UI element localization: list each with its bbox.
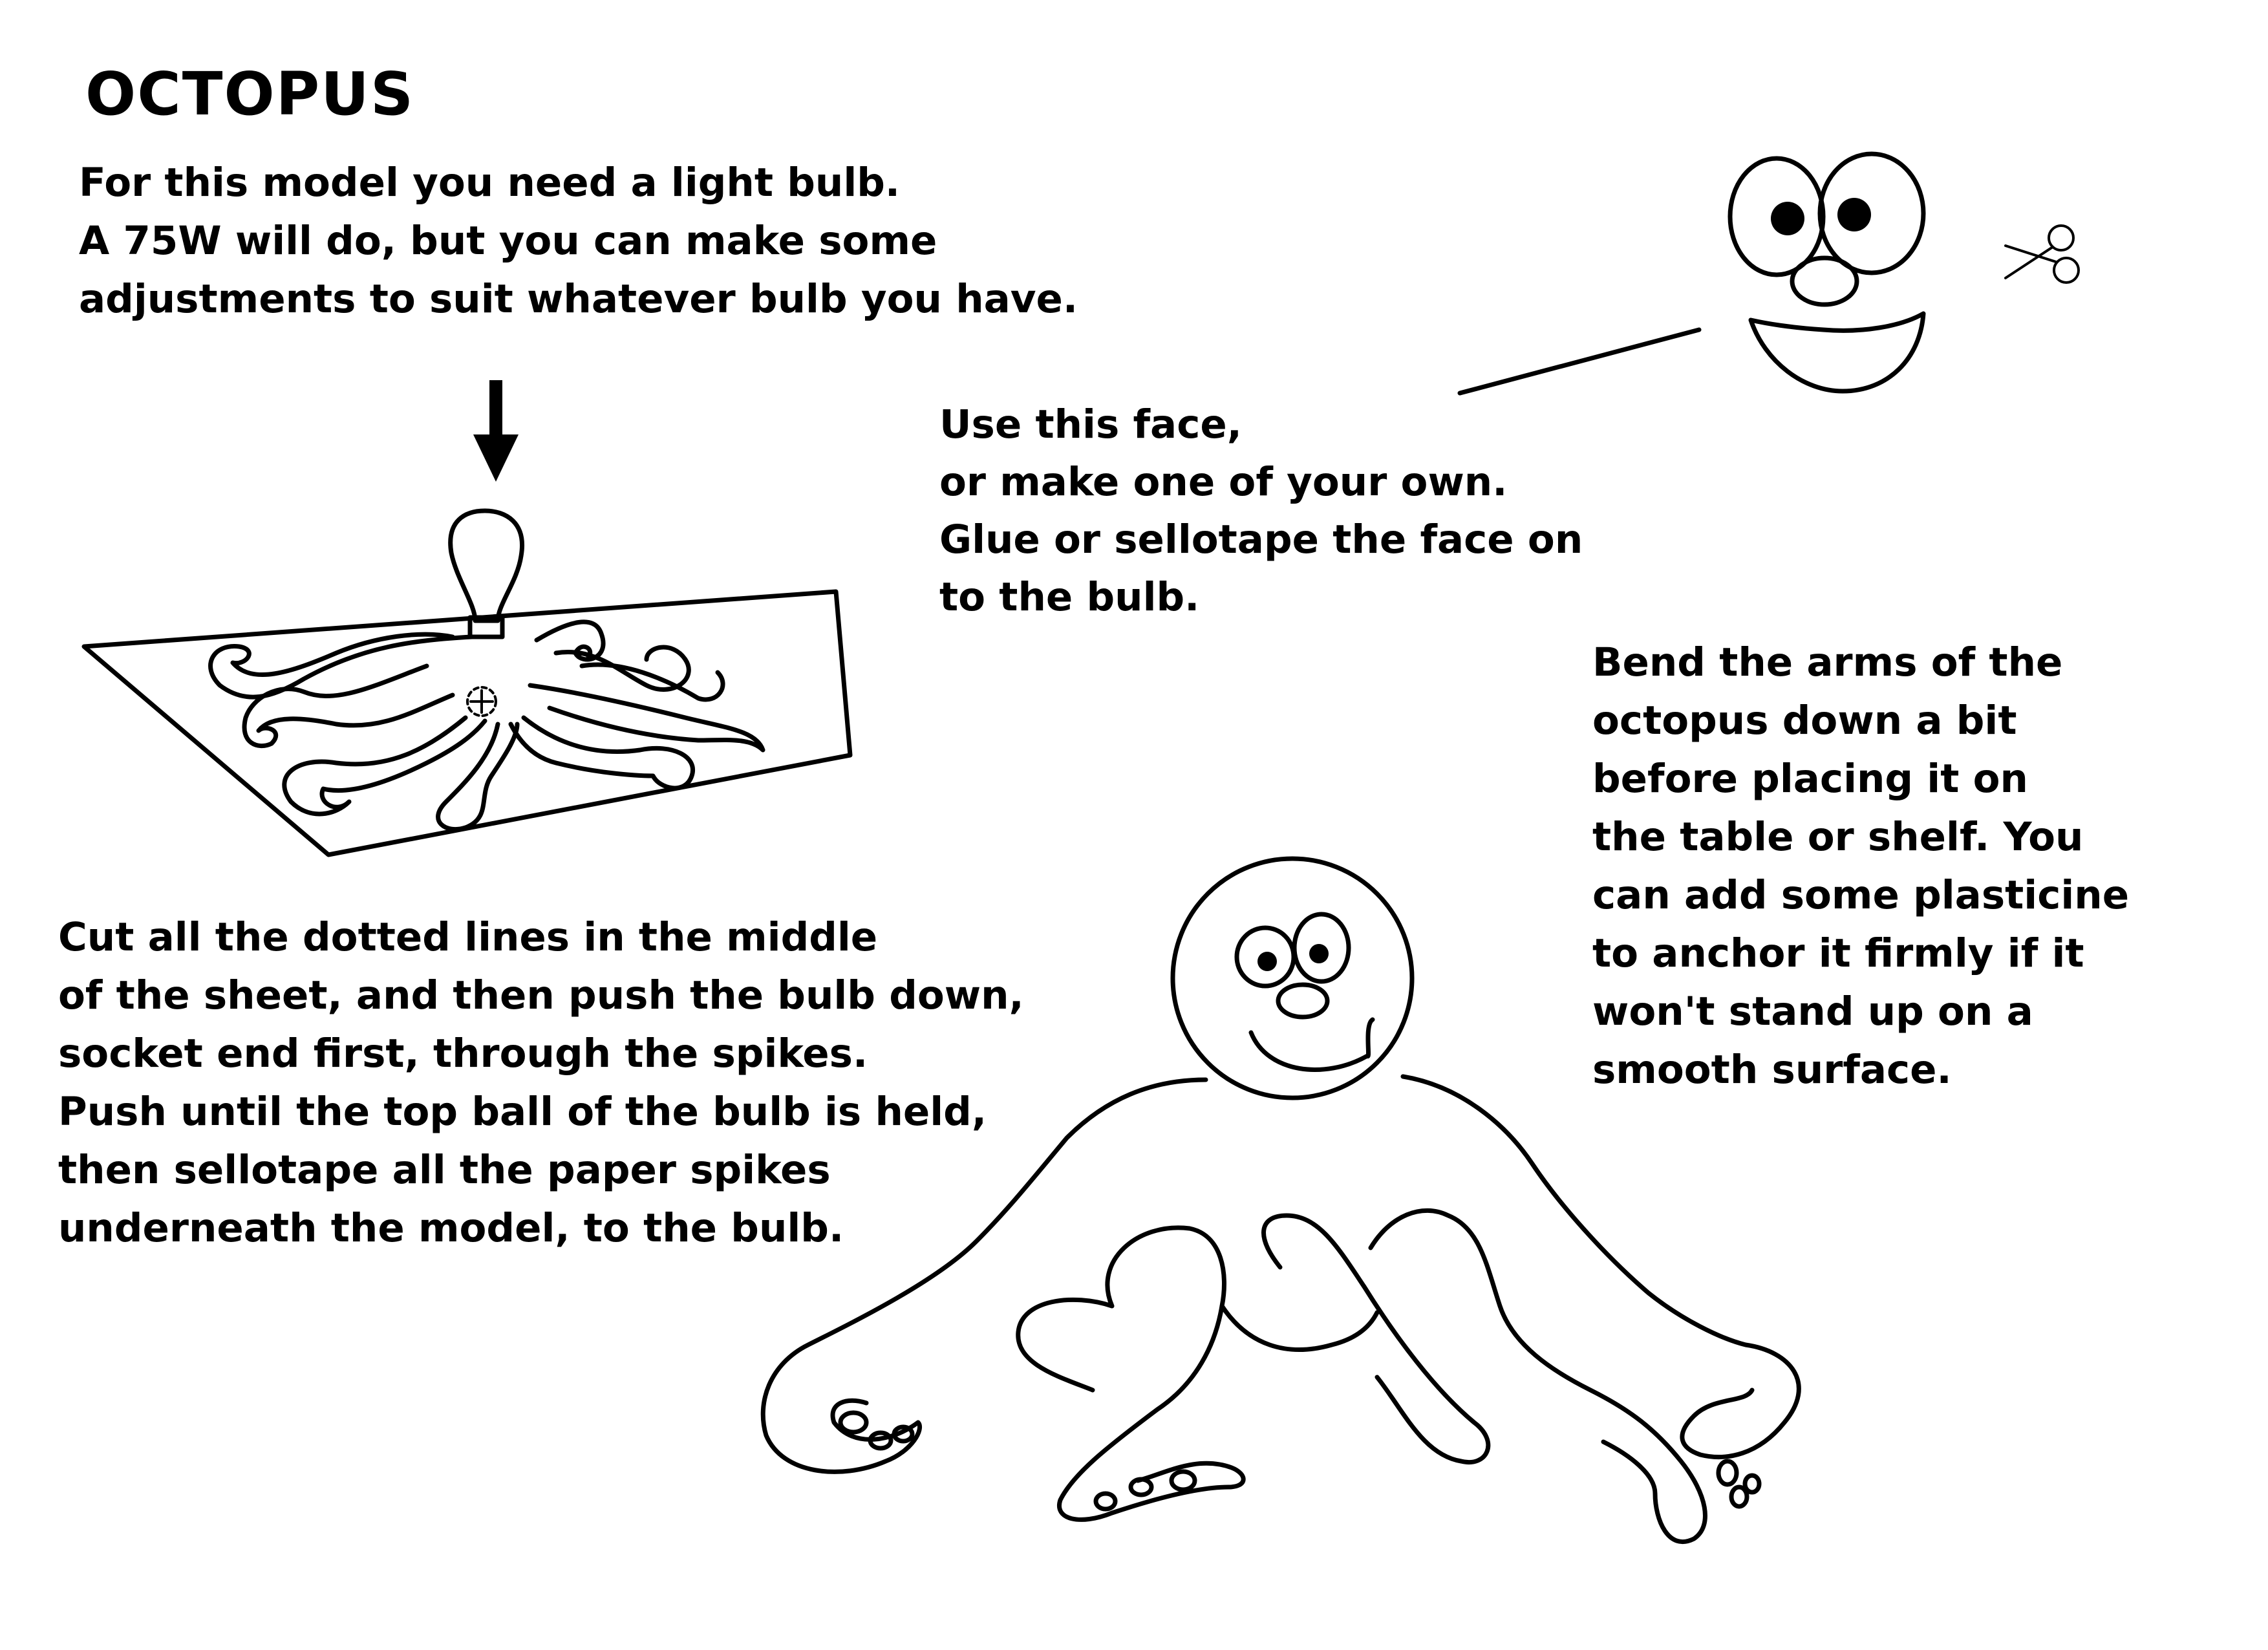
face-instructions-line: to the bulb. [939, 574, 1200, 620]
bend-instructions-line: smooth surface. [1592, 1047, 1952, 1093]
cut-instructions-line: socket end first, through the spikes. [58, 1031, 868, 1077]
cut-instructions-line: Cut all the dotted lines in the middle [58, 914, 878, 960]
octopus-face-cutout [1460, 154, 1923, 393]
intro-line: adjustments to suit whatever bulb you have. [79, 276, 1078, 322]
down-arrow-icon [473, 380, 519, 482]
bend-instructions-line: can add some plasticine [1592, 872, 2130, 918]
page-title: OCTOPUS [85, 59, 415, 129]
cut-instructions-line: underneath the model, to the bulb. [58, 1205, 844, 1251]
face-instructions-line: Glue or sellotape the face on [939, 517, 1583, 562]
finished-octopus-illustration [763, 859, 1799, 1542]
intro-line: A 75W will do, but you can make some [79, 218, 937, 264]
face-instructions-line: or make one of your own. [939, 459, 1508, 505]
bend-instructions-line: octopus down a bit [1592, 698, 2017, 744]
bend-instructions-line: before placing it on [1592, 756, 2028, 802]
cut-instructions-line: of the sheet, and then push the bulb down, [58, 972, 1024, 1018]
bend-instructions-line: won't stand up on a [1592, 989, 2033, 1034]
bend-instructions-line: Bend the arms of the [1592, 639, 2063, 685]
cut-instructions-line: then sellotape all the paper spikes [58, 1147, 831, 1193]
octopus-sheet-with-bulb-illustration [84, 511, 850, 855]
bend-instructions-line: the table or shelf. You [1592, 814, 2084, 860]
scissors-icon [2006, 226, 2079, 283]
intro-line: For this model you need a light bulb. [79, 160, 901, 206]
bend-instructions-line: to anchor it firmly if it [1592, 930, 2084, 976]
face-instructions-line: Use this face, [939, 402, 1242, 447]
cut-instructions-line: Push until the top ball of the bulb is held, [58, 1089, 987, 1135]
